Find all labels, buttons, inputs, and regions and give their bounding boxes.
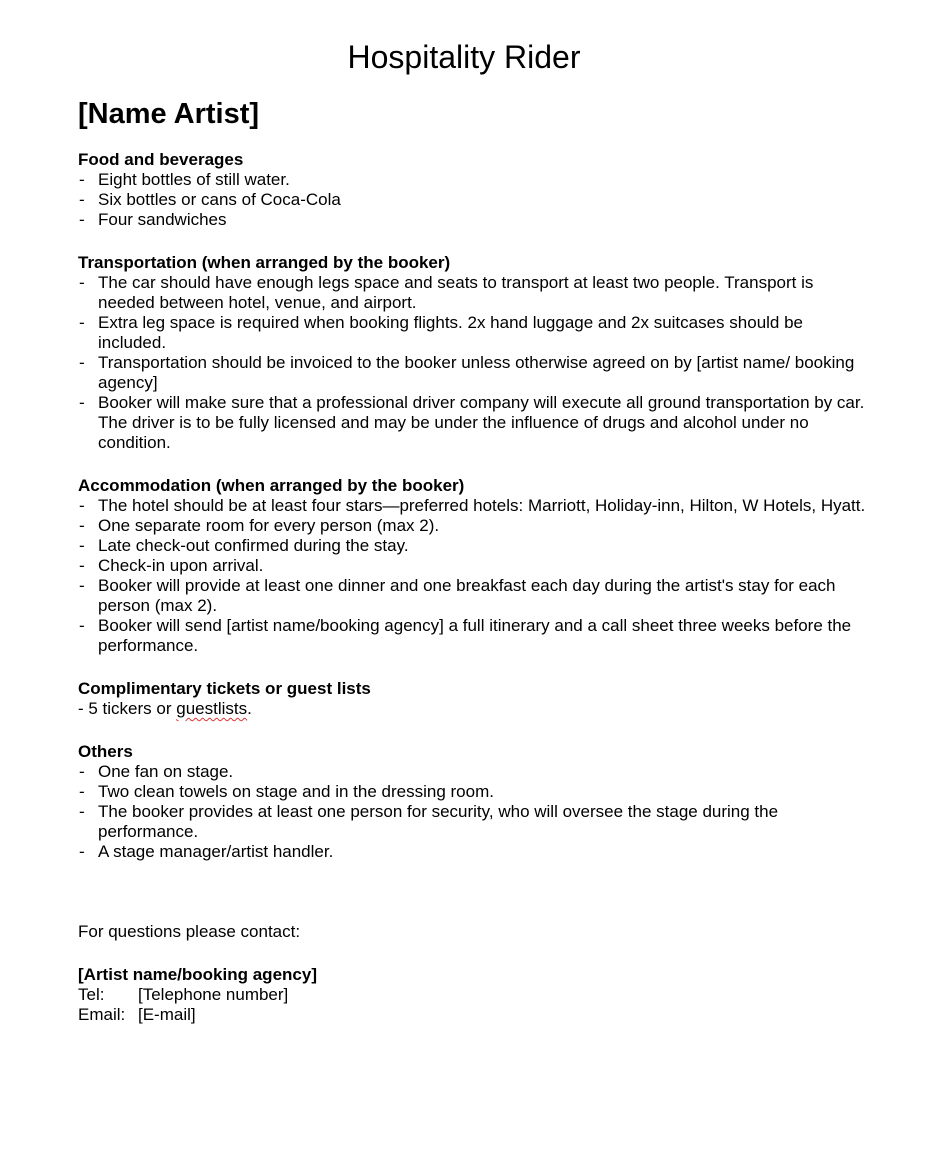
transportation-heading: Transportation (when arranged by the booker): [78, 253, 451, 272]
tickets-line-suffix: .: [247, 699, 252, 718]
artist-name-heading: [Name Artist]: [78, 98, 260, 130]
tel-label: Tel:: [78, 985, 105, 1004]
list-item: - Booker will make sure that a professional driver company will execute all ground transportation by car. The driver is to be fully licensed and may be under the influence of drugs and alcohol under no condition.: [78, 393, 868, 453]
email-value: [E-mail]: [138, 1005, 196, 1024]
list-item: - Late check-out confirmed during the stay.: [78, 536, 868, 556]
contact-block: [78, 922, 868, 1025]
contact-email-row: [78, 1005, 868, 1025]
food-heading: Food and beverages: [78, 150, 244, 169]
list-item: - The booker provides at least one person for security, who will oversee the stage during the performance.: [78, 802, 868, 842]
tickets-line: [78, 699, 868, 719]
email-label: Email:: [78, 1005, 126, 1024]
list-item: - Eight bottles of still water.: [78, 170, 868, 190]
food-list: [78, 170, 868, 230]
list-item: - Booker will provide at least one dinner and one breakfast each day during the artist's stay for each person (max 2).: [78, 576, 868, 616]
others-section: [78, 742, 868, 862]
food-section: [78, 150, 868, 230]
document-title: Hospitality Rider: [347, 39, 581, 75]
list-item: - Two clean towels on stage and in the dressing room.: [78, 782, 868, 802]
list-item: - A stage manager/artist handler.: [78, 842, 868, 862]
contact-intro: For questions please contact:: [78, 922, 301, 941]
tickets-section: [78, 679, 868, 719]
accommodation-list: [78, 496, 868, 656]
transportation-section: [78, 253, 868, 453]
others-heading: Others: [78, 742, 133, 761]
list-item: - Extra leg space is required when booking flights. 2x hand luggage and 2x suitcases should be included.: [78, 313, 868, 353]
list-item: - One fan on stage.: [78, 762, 868, 782]
list-item: - Transportation should be invoiced to the booker unless otherwise agreed on by [artist name/ booking agency]: [78, 353, 868, 393]
contact-organization: [Artist name/booking agency]: [78, 965, 317, 984]
list-item: - Booker will send [artist name/booking agency] a full itinerary and a call sheet three weeks before the performance.: [78, 616, 868, 656]
list-item: - Four sandwiches: [78, 210, 868, 230]
list-item: - One separate room for every person (max 2).: [78, 516, 868, 536]
list-item: - The hotel should be at least four stars—preferred hotels: Marriott, Holiday-inn, Hilton, W Hotels, Hyatt.: [78, 496, 868, 516]
tel-value: [Telephone number]: [138, 985, 289, 1004]
tickets-heading: Complimentary tickets or guest lists: [78, 679, 371, 698]
spellcheck-flagged-word[interactable]: guestlists: [176, 699, 248, 718]
accommodation-heading: Accommodation (when arranged by the booker): [78, 476, 465, 495]
accommodation-section: [78, 476, 868, 656]
others-list: [78, 762, 868, 862]
list-item: - Six bottles or cans of Coca-Cola: [78, 190, 868, 210]
contact-tel-row: [78, 985, 868, 1005]
list-item: - Check-in upon arrival.: [78, 556, 868, 576]
tickets-line-prefix: - 5 tickers or: [78, 699, 177, 718]
transportation-list: [78, 273, 868, 453]
list-item: - The car should have enough legs space and seats to transport at least two people. Transport is needed between hotel, venue, and airport.: [78, 273, 868, 313]
